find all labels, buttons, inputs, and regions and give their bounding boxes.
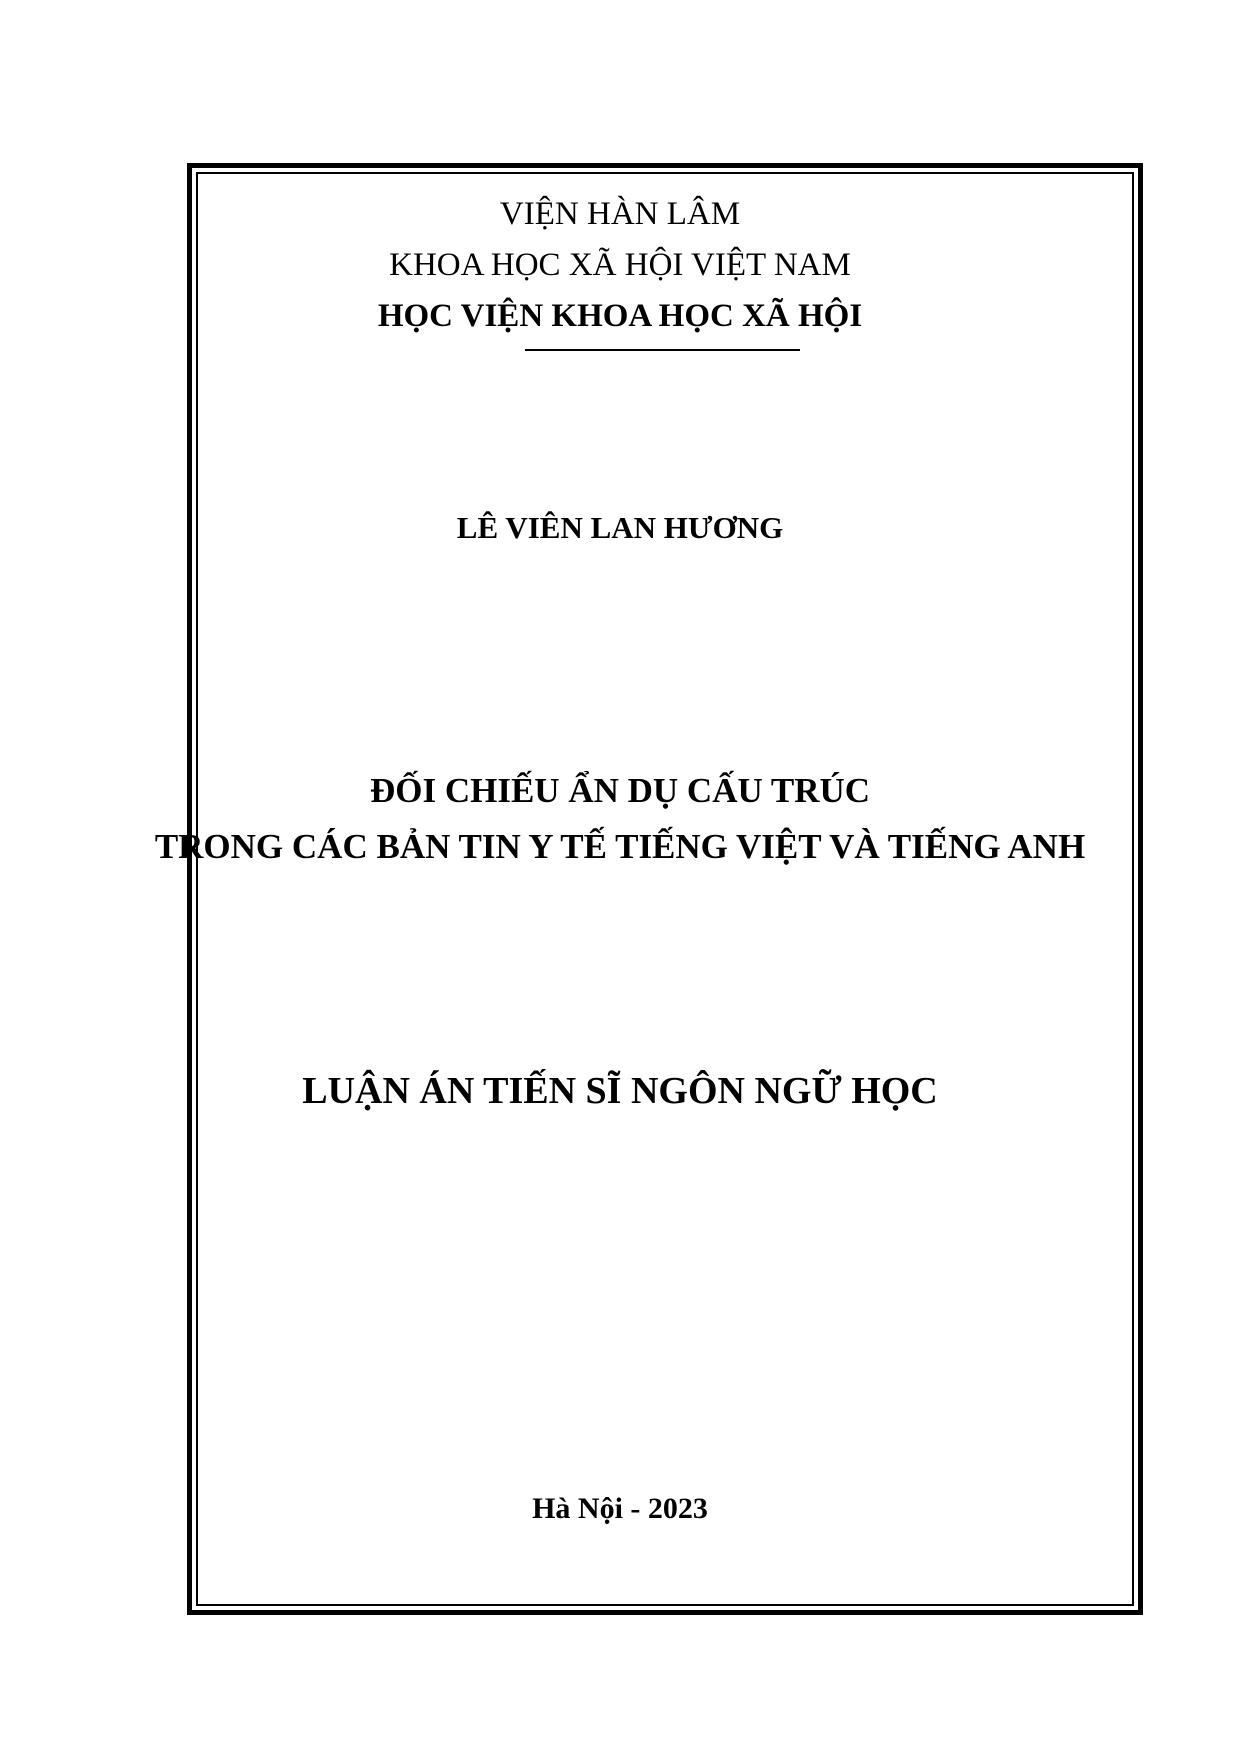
institution-line-3: HỌC VIỆN KHOA HỌC XÃ HỘI xyxy=(377,298,863,334)
page-border-outer xyxy=(187,163,1143,1615)
institution-line-2: KHOA HỌC XÃ HỘI VIỆT NAM xyxy=(389,247,851,283)
place-and-year: Hà Nội - 2023 xyxy=(532,1492,708,1525)
header-underline xyxy=(525,349,800,351)
institution-line-1: VIỆN HÀN LÂM xyxy=(499,196,741,232)
author-name: LÊ VIÊN LAN HƯƠNG xyxy=(456,510,784,545)
thesis-title-line-2: TRONG CÁC BẢN TIN Y TẾ TIẾNG VIỆT VÀ TIẾNG ANH xyxy=(154,827,1086,866)
page-border-inner xyxy=(196,172,1134,1606)
thesis-title-line-1: ĐỐI CHIẾU ẨN DỤ CẤU TRÚC xyxy=(369,771,871,810)
degree-title: LUẬN ÁN TIẾN SĨ NGÔN NGỮ HỌC xyxy=(302,1070,938,1112)
